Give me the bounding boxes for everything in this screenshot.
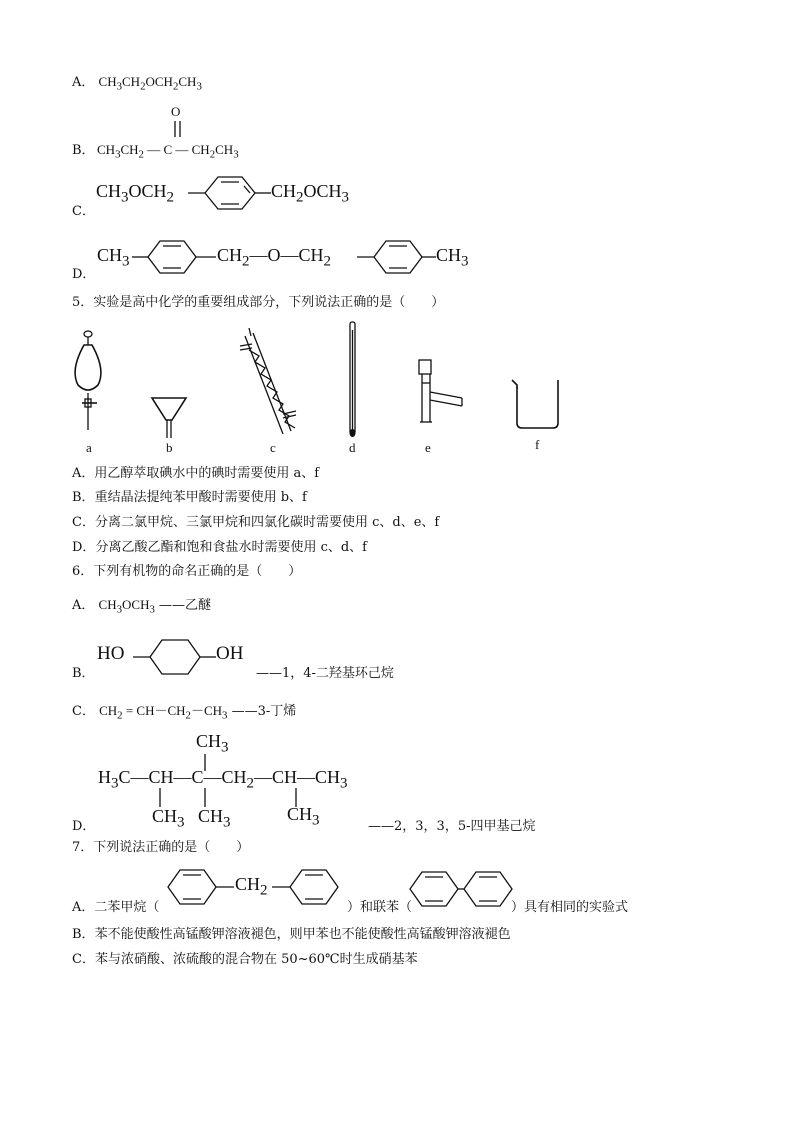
q7-option-c: C．苯与浓硝酸、浓硫酸的混合物在 50~60℃时生成硝基苯 (72, 952, 418, 967)
apparatus-label-e: e (425, 440, 431, 455)
q6-option-a: A． $CH_3OCH_3$ ——乙醚 (72, 597, 212, 616)
q5-option-c: C．分离二氯甲烷、三氯甲烷和四氯化碳时需要使用 c、d、e、f (72, 515, 440, 530)
q4-d-right: $CH_3$ (436, 245, 469, 270)
q6-stem: 6．下列有机物的命名正确的是（ ） (72, 564, 302, 579)
q7-option-b: B．苯不能使酸性高锰酸钾溶液褪色，则甲苯也不能使酸性高锰酸钾溶液褪色 (72, 927, 511, 942)
q6-d-name: ——2，3，3，5-四甲基己烷 (368, 819, 536, 834)
apparatus-label-f: f (535, 437, 540, 452)
q6-d-methyl-2: $CH_3$ (198, 806, 231, 831)
q5-stem: 5．实验是高中化学的重要组成部分，下列说法正确的是（ ） (72, 295, 445, 310)
q4-d-left: $CH_3$ (97, 245, 130, 270)
q7-a-ch2: $CH_2$ (235, 874, 268, 899)
q6-d-main-chain: $H_3C—CH—C—CH_2—CH—CH_3$ (98, 767, 348, 792)
q4-option-a: A． $CH_3CH_2OCH_2CH_3$ (72, 74, 202, 93)
q6-b-ho: HO (97, 643, 125, 664)
q6-b-oh: OH (216, 643, 244, 664)
apparatus-label-d: d (349, 440, 356, 455)
apparatus-label-c: c (270, 440, 276, 455)
q5-option-b: B．重结晶法提纯苯甲酸时需要使用 b、f (72, 490, 307, 505)
q4-c-left: $CH_3OCH_2$ (96, 181, 175, 206)
q6-d-methyl-3: $CH_3$ (287, 804, 320, 829)
q5-option-d: D．分离乙酸乙酯和饱和食盐水时需要使用 c、d、f (72, 540, 367, 555)
q4-a-formula: $CH_3CH_2OCH_2CH_3$ (98, 74, 202, 93)
q7-stem: 7．下列说法正确的是（ ） (72, 840, 250, 855)
q5-option-a: A．用乙醇萃取碘水中的碘时需要使用 a、f (72, 466, 320, 481)
q4-b-oxygen: O (171, 104, 181, 119)
q4-d-mid: $CH_2—O—CH_2$ (217, 245, 332, 270)
q4-b-formula: $CH_3CH_2$ — C — $CH_2CH_3$ (97, 142, 239, 161)
q4-c-right: $CH_2OCH_3$ (271, 181, 350, 206)
q6-d-top-methyl: $CH_3$ (196, 731, 229, 756)
q6-d-methyl-1: $CH_3$ (152, 806, 185, 831)
q6-option-c: C． $CH_2 = CH-CH_2-CH_3$ ——3-丁烯 (72, 703, 297, 722)
apparatus-label-a: a (86, 440, 92, 455)
q6-b-name: ——1，4-二羟基环己烷 (256, 666, 394, 681)
apparatus-label-b: b (166, 440, 173, 455)
